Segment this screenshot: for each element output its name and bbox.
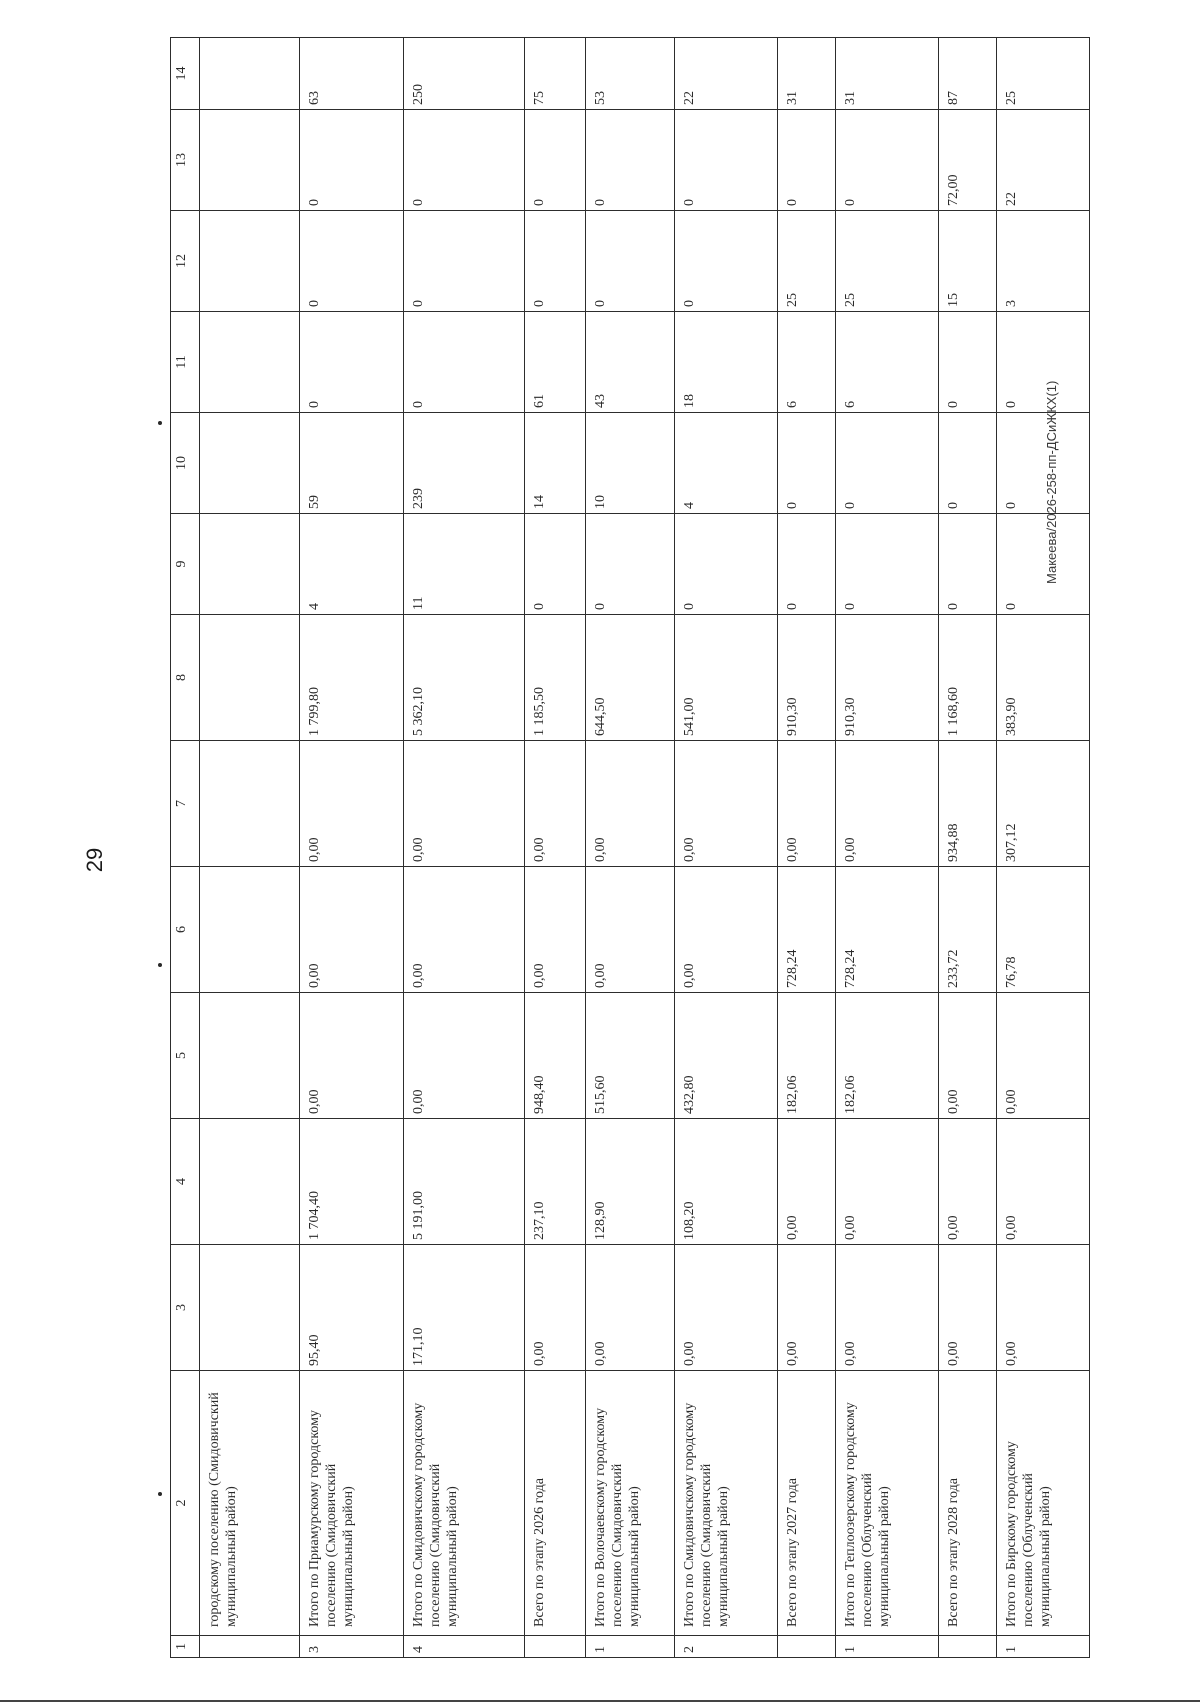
value-cell-col-8: 1 185,50: [525, 615, 586, 741]
value-cell-col-4: 0,00: [835, 1119, 939, 1245]
value-cell-col-11: 43: [586, 312, 675, 413]
value-cell-col-11: 61: [525, 312, 586, 413]
value-cell-col-10: 4: [674, 413, 778, 514]
value-cell-col-9: [199, 514, 299, 615]
value-cell-col-5: 0,00: [997, 993, 1090, 1119]
value-cell-col-12: 25: [778, 211, 836, 312]
value-cell-col-6: 0,00: [300, 867, 404, 993]
value-cell-col-7: 0,00: [778, 741, 836, 867]
table-row: [835, 38, 939, 1658]
value-cell-col-5: [199, 993, 299, 1119]
value-cell-col-10: 239: [403, 413, 525, 514]
value-cell-col-14: 75: [525, 38, 586, 110]
value-cell-col-12: 25: [835, 211, 939, 312]
value-cell-col-4: 128,90: [586, 1119, 675, 1245]
value-cell-col-12: 0: [674, 211, 778, 312]
value-cell-col-10: 0: [939, 413, 997, 514]
value-cell-col-3: 171,10: [403, 1245, 525, 1371]
value-cell-col-6: 0,00: [674, 867, 778, 993]
value-cell-col-9: 0: [997, 514, 1090, 615]
value-cell-col-6: 0,00: [525, 867, 586, 993]
value-cell-col-12: 0: [525, 211, 586, 312]
value-cell-col-6: 0,00: [403, 867, 525, 993]
value-cell-col-13: 72,00: [939, 110, 997, 211]
value-cell-col-7: 0,00: [525, 741, 586, 867]
col-header-2: 2: [171, 1371, 200, 1636]
value-cell-col-13: 0: [586, 110, 675, 211]
value-cell-col-6: 0,00: [586, 867, 675, 993]
value-cell-col-4: 237,10: [525, 1119, 586, 1245]
value-cell-col-9: 11: [403, 514, 525, 615]
value-cell-col-10: 0: [997, 413, 1090, 514]
column-number-row: [171, 38, 200, 1658]
value-cell-col-8: 910,30: [778, 615, 836, 741]
row-index-cell: 2: [674, 1636, 778, 1658]
value-cell-col-7: 934,88: [939, 741, 997, 867]
table-row: [586, 38, 675, 1658]
value-cell-col-10: 10: [586, 413, 675, 514]
value-cell-col-10: 14: [525, 413, 586, 514]
value-cell-col-13: 0: [525, 110, 586, 211]
value-cell-col-5: 182,06: [778, 993, 836, 1119]
value-cell-col-7: [199, 741, 299, 867]
row-label-cell: Всего по этапу 2026 года: [525, 1371, 586, 1636]
value-cell-col-5: 0,00: [300, 993, 404, 1119]
value-cell-col-3: 0,00: [939, 1245, 997, 1371]
value-cell-col-3: 0,00: [525, 1245, 586, 1371]
col-header-9: 9: [171, 514, 200, 615]
housing-program-table-rotated: [170, 38, 1090, 1658]
row-index-cell: 1: [997, 1636, 1090, 1658]
value-cell-col-6: [199, 867, 299, 993]
value-cell-col-11: 0: [403, 312, 525, 413]
value-cell-col-14: 87: [939, 38, 997, 110]
value-cell-col-10: 0: [778, 413, 836, 514]
value-cell-col-14: [199, 38, 299, 110]
col-header-7: 7: [171, 741, 200, 867]
value-cell-col-3: 0,00: [778, 1245, 836, 1371]
row-label-cell: Всего по этапу 2027 года: [778, 1371, 836, 1636]
value-cell-col-10: [199, 413, 299, 514]
col-header-5: 5: [171, 993, 200, 1119]
value-cell-col-7: 0,00: [674, 741, 778, 867]
value-cell-col-4: 5 191,00: [403, 1119, 525, 1245]
table-row: [525, 38, 586, 1658]
table-row: [199, 38, 299, 1658]
row-index-cell: [525, 1636, 586, 1658]
value-cell-col-3: 0,00: [586, 1245, 675, 1371]
value-cell-col-12: [199, 211, 299, 312]
value-cell-col-4: 0,00: [939, 1119, 997, 1245]
value-cell-col-12: 0: [300, 211, 404, 312]
value-cell-col-6: 728,24: [835, 867, 939, 993]
scan-speck: [158, 421, 162, 425]
value-cell-col-9: 0: [586, 514, 675, 615]
row-index-cell: [778, 1636, 836, 1658]
page-number: 29: [82, 847, 107, 873]
value-cell-col-8: 541,00: [674, 615, 778, 741]
value-cell-col-13: 0: [778, 110, 836, 211]
col-header-3: 3: [171, 1245, 200, 1371]
value-cell-col-8: 1 799,80: [300, 615, 404, 741]
value-cell-col-6: 76,78: [997, 867, 1090, 993]
value-cell-col-11: 6: [835, 312, 939, 413]
value-cell-col-14: 31: [835, 38, 939, 110]
value-cell-col-13: 0: [835, 110, 939, 211]
value-cell-col-7: 0,00: [300, 741, 404, 867]
value-cell-col-13: 0: [300, 110, 404, 211]
value-cell-col-10: 0: [835, 413, 939, 514]
col-header-4: 4: [171, 1119, 200, 1245]
col-header-14: 14: [171, 38, 200, 110]
value-cell-col-5: 515,60: [586, 993, 675, 1119]
value-cell-col-11: 18: [674, 312, 778, 413]
table-row: [997, 38, 1090, 1658]
row-index-cell: [199, 1636, 299, 1658]
row-index-cell: 1: [835, 1636, 939, 1658]
value-cell-col-13: 0: [674, 110, 778, 211]
table-row: [403, 38, 525, 1658]
value-cell-col-11: 6: [778, 312, 836, 413]
row-label-cell: городскому поселению (Смидовичский муниципальный район): [199, 1371, 299, 1636]
row-index-cell: 3: [300, 1636, 404, 1658]
value-cell-col-9: 0: [778, 514, 836, 615]
value-cell-col-12: 0: [586, 211, 675, 312]
value-cell-col-3: 0,00: [835, 1245, 939, 1371]
value-cell-col-3: 95,40: [300, 1245, 404, 1371]
value-cell-col-4: 0,00: [997, 1119, 1090, 1245]
col-header-13: 13: [171, 110, 200, 211]
value-cell-col-4: 1 704,40: [300, 1119, 404, 1245]
value-cell-col-6: 728,24: [778, 867, 836, 993]
value-cell-col-8: [199, 615, 299, 741]
value-cell-col-7: 307,12: [997, 741, 1090, 867]
value-cell-col-11: [199, 312, 299, 413]
row-label-cell: Итого по Бирскому городскому поселению (Облученский муниципальный район): [997, 1371, 1090, 1636]
value-cell-col-7: 0,00: [586, 741, 675, 867]
value-cell-col-8: 644,50: [586, 615, 675, 741]
value-cell-col-5: 182,06: [835, 993, 939, 1119]
scan-speck: [158, 963, 162, 967]
value-cell-col-5: 0,00: [403, 993, 525, 1119]
value-cell-col-4: [199, 1119, 299, 1245]
value-cell-col-5: 948,40: [525, 993, 586, 1119]
value-cell-col-9: 0: [674, 514, 778, 615]
value-cell-col-12: 0: [403, 211, 525, 312]
value-cell-col-13: 0: [403, 110, 525, 211]
value-cell-col-11: 0: [997, 312, 1090, 413]
value-cell-col-11: 0: [300, 312, 404, 413]
table-row: [674, 38, 778, 1658]
housing-program-table: [170, 37, 1090, 1658]
row-index-cell: 1: [586, 1636, 675, 1658]
value-cell-col-14: 25: [997, 38, 1090, 110]
row-label-cell: Всего по этапу 2028 года: [939, 1371, 997, 1636]
value-cell-col-10: 59: [300, 413, 404, 514]
value-cell-col-14: 53: [586, 38, 675, 110]
value-cell-col-8: 383,90: [997, 615, 1090, 741]
value-cell-col-5: 0,00: [939, 993, 997, 1119]
value-cell-col-13: 22: [997, 110, 1090, 211]
value-cell-col-9: 0: [939, 514, 997, 615]
col-header-1: 1: [171, 1636, 200, 1658]
value-cell-col-14: 250: [403, 38, 525, 110]
value-cell-col-9: 0: [835, 514, 939, 615]
table-row: [939, 38, 997, 1658]
value-cell-col-11: 0: [939, 312, 997, 413]
value-cell-col-5: 432,80: [674, 993, 778, 1119]
col-header-12: 12: [171, 211, 200, 312]
value-cell-col-3: 0,00: [674, 1245, 778, 1371]
value-cell-col-7: 0,00: [835, 741, 939, 867]
value-cell-col-14: 22: [674, 38, 778, 110]
row-label-cell: Итого по Теплоозерскому городскому поселению (Облученский муниципальный район): [835, 1371, 939, 1636]
col-header-11: 11: [171, 312, 200, 413]
value-cell-col-3: [199, 1245, 299, 1371]
row-label-cell: Итого по Волочаевскому городскому поселению (Смидовичский муниципальный район): [586, 1371, 675, 1636]
value-cell-col-6: 233,72: [939, 867, 997, 993]
value-cell-col-9: 0: [525, 514, 586, 615]
value-cell-col-9: 4: [300, 514, 404, 615]
col-header-8: 8: [171, 615, 200, 741]
row-index-cell: [939, 1636, 997, 1658]
value-cell-col-4: 0,00: [778, 1119, 836, 1245]
table-row: [300, 38, 404, 1658]
scan-speck: [158, 1492, 162, 1496]
value-cell-col-13: [199, 110, 299, 211]
value-cell-col-8: 910,30: [835, 615, 939, 741]
value-cell-col-8: 1 168,60: [939, 615, 997, 741]
value-cell-col-7: 0,00: [403, 741, 525, 867]
value-cell-col-14: 63: [300, 38, 404, 110]
value-cell-col-3: 0,00: [997, 1245, 1090, 1371]
value-cell-col-4: 108,20: [674, 1119, 778, 1245]
document-code: Макеева/2026-258-пп-ДСиЖКХ(1): [1044, 380, 1059, 584]
row-index-cell: 4: [403, 1636, 525, 1658]
value-cell-col-8: 5 362,10: [403, 615, 525, 741]
table-row: [778, 38, 836, 1658]
row-label-cell: Итого по Смидовичскому городскому поселению (Смидовичский муниципальный район): [674, 1371, 778, 1636]
value-cell-col-12: 15: [939, 211, 997, 312]
col-header-10: 10: [171, 413, 200, 514]
row-label-cell: Итого по Смидовичскому городскому поселению (Смидовичский муниципальный район): [403, 1371, 525, 1636]
scan-edge-line: [0, 1700, 1200, 1702]
col-header-6: 6: [171, 867, 200, 993]
value-cell-col-14: 31: [778, 38, 836, 110]
row-label-cell: Итого по Приамурскому городскому поселению (Смидовичский муниципальный район): [300, 1371, 404, 1636]
value-cell-col-12: 3: [997, 211, 1090, 312]
